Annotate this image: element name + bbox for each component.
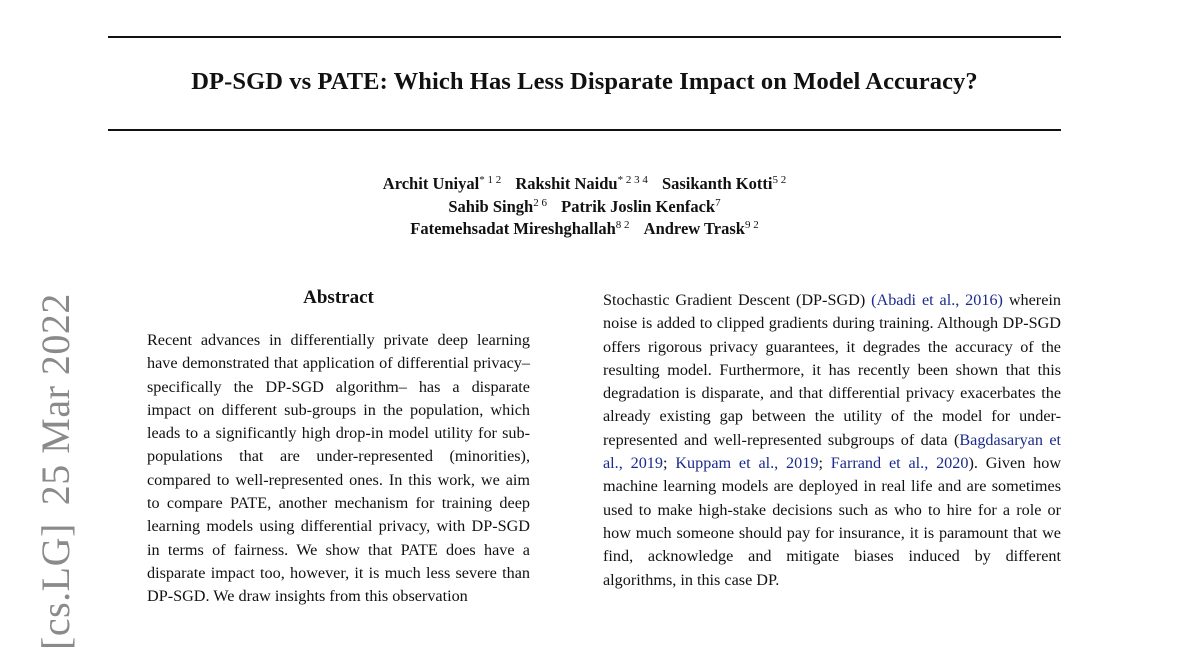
abstract-body: Recent advances in differentially private deep learning have demonstrated that application of differential privacy– specifically the DP-SGD algorithm– has a disparate impact on different sub-groups in the population, which leads to a significantly high drop-in model utility for sub-populations that are under-represented (minorities), compared to well-represented ones. In this work, we aim to compare PATE, another mechanism for training deep learning models using differential privacy, with DP-SGD in terms of fairness. We show that PATE does have a disparate impact too, however, it is much less severe than DP-SGD. We draw insights from this observation — [147, 331, 530, 606]
author-line-3 — [108, 218, 1061, 241]
paper-title: DP-SGD vs PATE: Which Has Less Disparate Impact on Model Accuracy? — [191, 68, 978, 95]
author: Patrik Joslin Kenfack$^7$ — [561, 196, 721, 216]
author: Sahib Singh$^{2 6}$ — [448, 196, 547, 216]
title-top-rule — [108, 36, 1061, 38]
author: Fatemehsadat Mireshghallah$^{8 2}$ — [410, 219, 630, 238]
citation-link[interactable]: Kuppam et al., 2019 — [675, 454, 819, 473]
arxiv-date: 25 Mar 2022 — [33, 293, 78, 506]
arxiv-stamp — [32, 293, 79, 650]
intro-text: ; — [663, 454, 676, 473]
citation-link[interactable]: (Abadi et al., 2016) — [871, 291, 1003, 309]
arxiv-category: [cs.LG] — [33, 523, 78, 650]
intro-paragraph — [603, 289, 1061, 592]
intro-text: Stochastic Gradient Descent (DP-SGD) — [603, 291, 872, 309]
author: Andrew Trask$^{9 2}$ — [643, 219, 759, 238]
author: Rakshit Naidu$^{* 2 3 4}$ — [515, 174, 648, 193]
author-line-2 — [108, 196, 1061, 219]
intro-text: ). Given how machine learning models are deployed in real life and are sometimes used to make high-stake decisions such as who to hire for a role or how much someone should pay for insurance, it is paramount that we find, acknowledge and mitigate biases induced by different algorithms, in this case DP. — [603, 454, 1062, 589]
author: Archit Uniyal$^{* 1 2}$ — [382, 174, 502, 193]
title-bottom-rule — [108, 129, 1061, 131]
intro-text: wherein noise is added to clipped gradients during training. Although DP-SGD offers rigorous privacy guarantees, it degrades the accuracy of the resulting model. Furthermore, it has recently been shown that this degradation is disparate, and that differential privacy exacerbates the already existing gap between the utility of the model for under-represented and well-represented subgroups of data ( — [603, 291, 1061, 449]
intro-text: ; — [818, 454, 831, 473]
abstract-heading: Abstract — [303, 287, 374, 308]
author: Sasikanth Kotti$^{5 2}$ — [661, 174, 787, 193]
author-list — [108, 173, 1061, 241]
author-line-1 — [108, 173, 1061, 196]
citation-link[interactable]: Bagdasaryan et al., 2019 — [603, 430, 1061, 473]
citation-link[interactable]: Farrand et al., 2020 — [830, 454, 969, 473]
